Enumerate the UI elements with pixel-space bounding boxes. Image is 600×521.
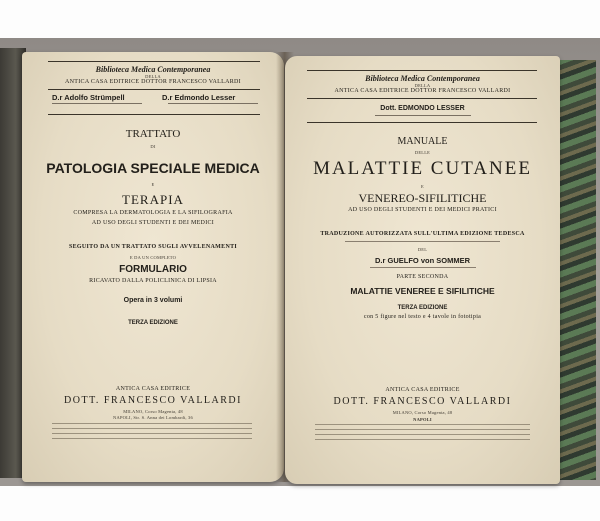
series-title: Biblioteca Medica Contemporanea — [95, 65, 211, 74]
author-1-credit — [52, 103, 142, 104]
imprint-address: MILANO, Corso Magenta, 48 — [392, 410, 453, 415]
branch-addresses — [315, 424, 530, 444]
part: PARTE SECONDA — [396, 274, 449, 280]
subtitle-1: COMPRESA LA DERMATOLOGIA E LA SIFILOGRAFIA — [73, 210, 233, 216]
rule — [48, 114, 260, 115]
author-credit — [375, 115, 471, 116]
title-e: E — [421, 184, 424, 189]
imprint-address: MILANO, Corso Magenta, 48 — [123, 409, 183, 414]
title-manuale: MANUALE — [397, 136, 448, 147]
top-border — [0, 0, 600, 38]
title-terapia: TERAPIA — [122, 192, 184, 207]
formulario-source: RICAVATO DALLA POLICLINICA DI LIPSIA — [89, 278, 217, 284]
publisher-line: ANTICA CASA EDITRICE DOTTOR FRANCESCO VALLARDI — [334, 88, 511, 94]
series-della: DELLA — [145, 74, 161, 79]
author-1: D.r Adolfo Strümpell — [52, 93, 125, 102]
imprint-address-2: NAPOLI, Str. S. Anna dei Lombardi, 36 — [113, 415, 193, 420]
imprint-publisher: DOTT. FRANCESCO VALLARDI — [333, 396, 512, 407]
right-marbled-cover — [556, 60, 596, 480]
publisher-line: ANTICA CASA EDITRICE DOTTOR FRANCESCO VALLARDI — [65, 79, 241, 85]
author-2: D.r Edmondo Lesser — [162, 93, 236, 102]
followed-1: SEGUITO DA UN TRATTATO SUGLI AVVELENAMENTI — [68, 244, 238, 250]
translation-credit — [345, 241, 500, 242]
part-title: MALATTIE VENEREE E SIFILITICHE — [350, 286, 495, 296]
author-2-credit — [168, 103, 258, 104]
title-second: VENEREO-SIFILITICHE — [358, 191, 487, 205]
subtitle: AD USO DEGLI STUDENTI E DEI MEDICI PRATICI — [348, 207, 497, 213]
followed-2: E DA UN COMPLETO — [129, 255, 177, 260]
title-e: E — [151, 182, 155, 187]
imprint-small: ANTICA CASA EDITRICE — [385, 387, 460, 393]
translator-del: DEL — [417, 247, 428, 252]
series-title: Biblioteca Medica Contemporanea — [365, 74, 480, 83]
subtitle-2: AD USO DEGLI STUDENTI E DEI MEDICI — [91, 220, 215, 226]
bottom-border — [0, 486, 600, 521]
branch-addresses — [52, 423, 252, 439]
volumes-note: Opera in 3 volumi — [123, 297, 183, 304]
figures-note: con 5 figure nel testo e 4 tavole in fototipia — [363, 314, 482, 320]
imprint-publisher: DOTT. FRANCESCO VALLARDI — [64, 395, 242, 406]
title-trattato: TRATTATO — [125, 128, 181, 140]
translation-note: TRADUZIONE AUTORIZZATA SULL'ULTIMA EDIZIONE TEDESCA — [320, 231, 525, 237]
series-della: DELLA — [414, 83, 431, 88]
edition: TERZA EDIZIONE — [128, 320, 178, 326]
right-title-page — [285, 56, 560, 484]
title-di: DI — [150, 144, 156, 149]
title-main: PATOLOGIA SPECIALE MEDICA — [46, 160, 260, 176]
rule — [307, 98, 537, 99]
top-rule — [48, 61, 260, 62]
imprint-small: ANTICA CASA EDITRICE — [115, 386, 191, 392]
title-delle: DELLE — [414, 150, 431, 155]
formulario: FORMULARIO — [119, 264, 187, 275]
author: Dott. EDMONDO LESSER — [380, 105, 465, 112]
translator-credit — [370, 267, 476, 268]
top-rule — [307, 70, 537, 71]
left-title-page — [22, 52, 284, 482]
rule — [307, 122, 537, 123]
translator: D.r GUELFO von SOMMER — [374, 256, 470, 265]
imprint-napoli: NAPOLI — [413, 417, 432, 422]
title-main: MALATTIE CUTANEE — [313, 158, 532, 179]
edition: TERZA EDIZIONE — [397, 305, 448, 311]
rule — [48, 89, 260, 90]
